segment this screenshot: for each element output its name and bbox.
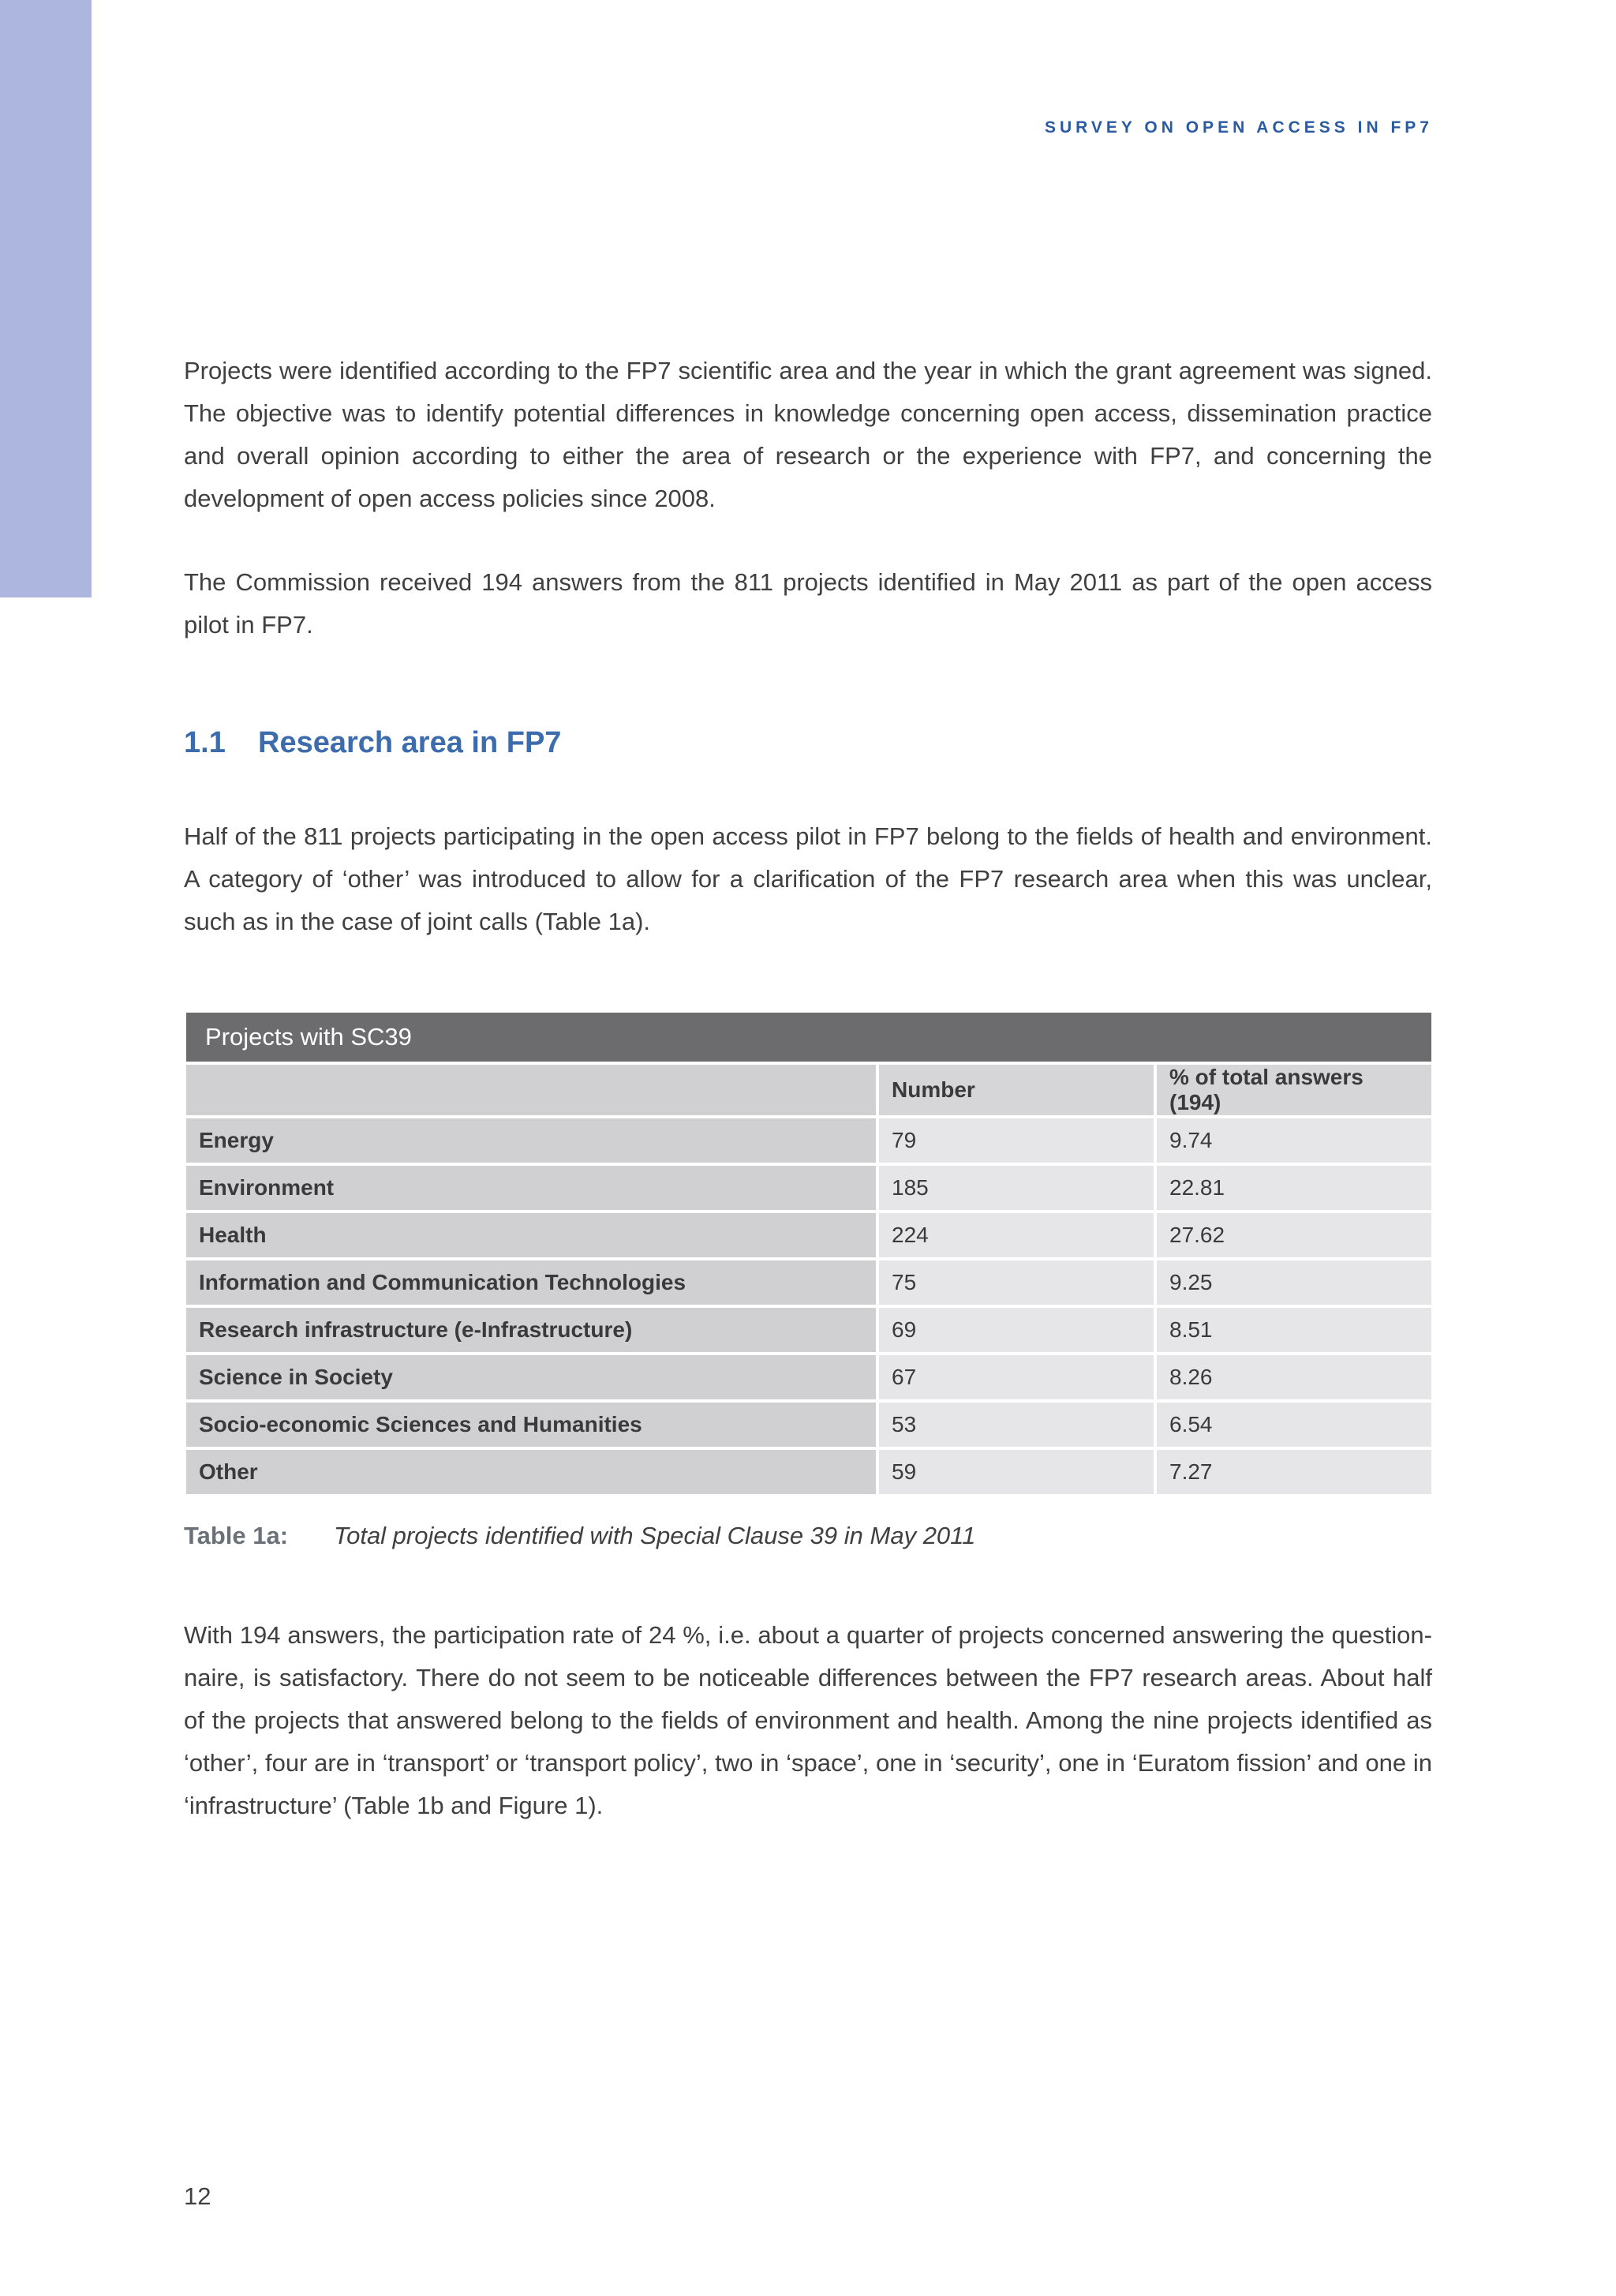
projects-table (186, 1013, 1431, 1497)
row-percent: 22.81 (1154, 1166, 1431, 1210)
row-number: 59 (876, 1450, 1154, 1494)
row-area: Socio-economic Sciences and Humanities (186, 1403, 876, 1447)
paragraph-participation: With 194 answers, the participation rate of 24 %, i.e. about a quarter of projects concerned answering the question-naire, is satisfactory. There do not seem to be noticeable differences between the FP7 research areas. About half of the projects that answered belong to the fields of environment and health. Among the nine projects identified as ‘other’, four are in ‘transport’ or ‘transport policy’, two in ‘space’, one in ‘security’, one in ‘Euratom fission’ and one in ‘infrastructure’ (Table 1b and Figure 1). (184, 1621, 1432, 1819)
row-area: Environment (186, 1166, 876, 1210)
row-area: Science in Society (186, 1355, 876, 1399)
paragraph-research-area: Half of the 811 projects participating in the open access pilot in FP7 belong to the fields of health and environment. A category of ‘other’ was introduced to allow for a clarification of the FP7 research area when this was unclear, such as in the case of joint calls (Table 1a). (184, 822, 1432, 935)
table-row (186, 1450, 1431, 1494)
table-row (186, 1308, 1431, 1352)
caption-label: Table 1a: (184, 1522, 289, 1549)
column-header-area (186, 1065, 876, 1115)
caption-text: Total projects identified with Special Clause 39 in May 2011 (334, 1522, 976, 1549)
row-number: 224 (876, 1213, 1154, 1257)
row-area: Research infrastructure (e-Infrastructure) (186, 1308, 876, 1352)
row-percent: 8.26 (1154, 1355, 1431, 1399)
row-area: Health (186, 1213, 876, 1257)
running-header: SURVEY ON OPEN ACCESS IN FP7 (1044, 118, 1433, 137)
page-number: 12 (184, 2182, 211, 2210)
side-color-bar (0, 0, 92, 597)
row-percent: 9.74 (1154, 1118, 1431, 1163)
row-area: Energy (186, 1118, 876, 1163)
column-header-number: Number (876, 1065, 1154, 1115)
table-title: Projects with SC39 (186, 1013, 1431, 1062)
section-number: 1.1 (184, 726, 226, 759)
row-percent: 27.62 (1154, 1213, 1431, 1257)
row-number: 185 (876, 1166, 1154, 1210)
row-area: Other (186, 1450, 876, 1494)
row-percent: 8.51 (1154, 1308, 1431, 1352)
row-number: 53 (876, 1403, 1154, 1447)
row-percent: 7.27 (1154, 1450, 1431, 1494)
section-title: Research area in FP7 (258, 726, 562, 759)
paragraph-intro: Projects were identified according to the FP7 scientific area and the year in which the grant agreement was signed. The objective was to identify potential differences in knowledge concerning open access, dissemination practice and overall opinion according to either the area of research or the experience with FP7, and concerning the development of open access policies since 2008. (184, 357, 1432, 512)
column-header-percent: % of total answers (194) (1154, 1065, 1431, 1115)
table-row (186, 1260, 1431, 1305)
row-number: 69 (876, 1308, 1154, 1352)
row-percent: 6.54 (1154, 1403, 1431, 1447)
row-number: 75 (876, 1260, 1154, 1305)
table-row (186, 1166, 1431, 1210)
table-header-row (186, 1065, 1431, 1115)
row-number: 79 (876, 1118, 1154, 1163)
row-number: 67 (876, 1355, 1154, 1399)
table-row (186, 1118, 1431, 1163)
table-row (186, 1213, 1431, 1257)
row-percent: 9.25 (1154, 1260, 1431, 1305)
paragraph-answers: The Commission received 194 answers from the 811 projects identified in May 2011 as part of the open access pilot in FP7. (184, 568, 1432, 639)
table-caption (184, 1522, 975, 1550)
table-row (186, 1403, 1431, 1447)
table-grid (186, 1062, 1431, 1497)
table-row (186, 1355, 1431, 1399)
section-heading (184, 726, 561, 760)
row-area: Information and Communication Technologies (186, 1260, 876, 1305)
